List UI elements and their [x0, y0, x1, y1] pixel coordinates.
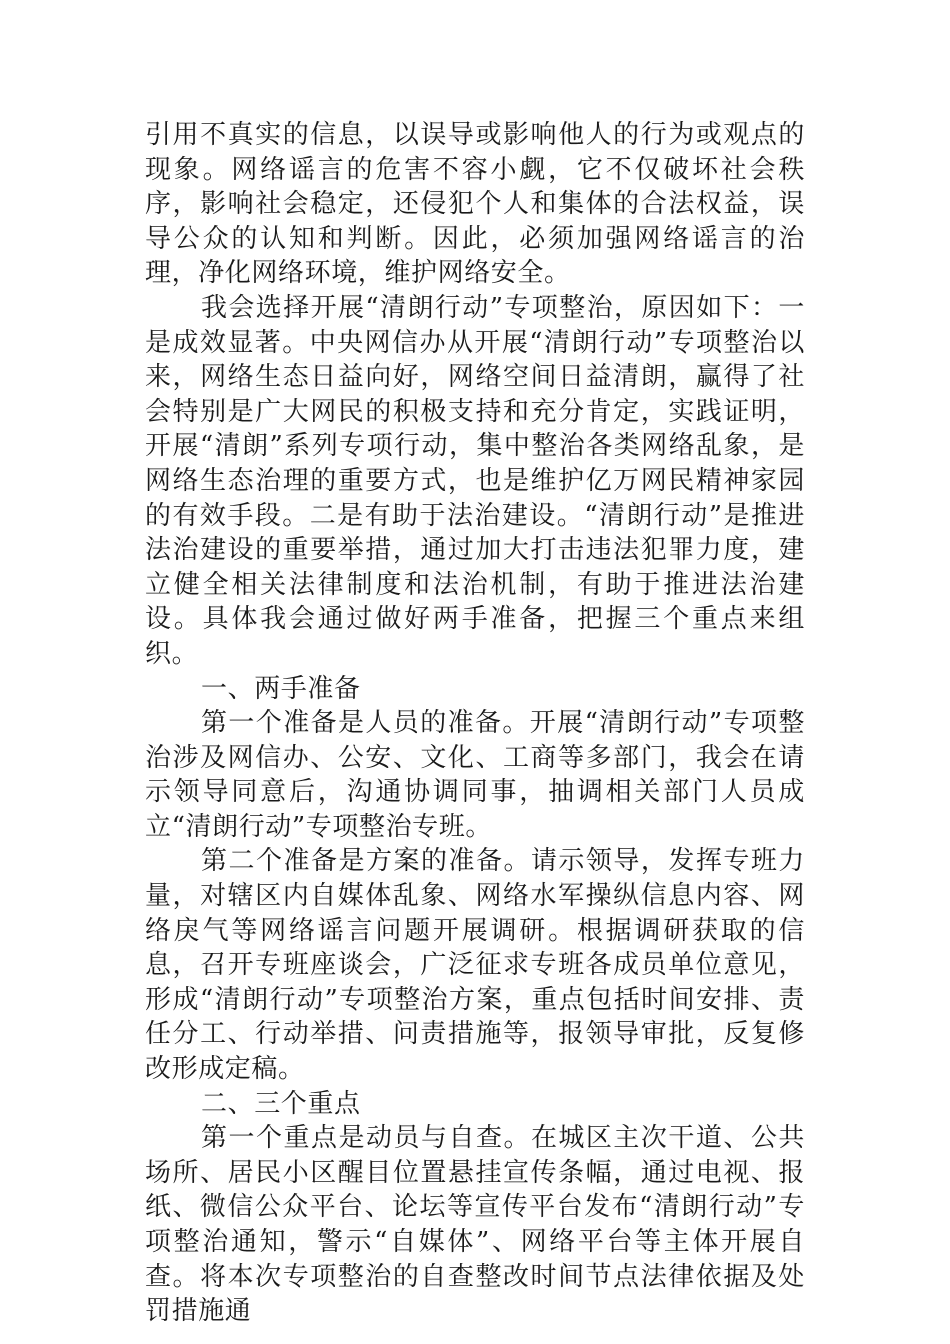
paragraph-4: 第二个准备是方案的准备。请示领导，发挥专班力量，对辖区内自媒体乱象、网络水军操纵信息内容、网络戾气等网络谣言问题开展调研。根据调研获取的信息，召开专班座谈会，广泛征求专班各成员单位意见，形成“清朗行动”专项整治方案，重点包括时间安排、责任分工、行动举措、问责措施等，报领导审批，反复修改形成定稿。	[145, 846, 805, 1085]
paragraph-2: 我会选择开展“清朗行动”专项整治，原因如下：一是成效显著。中央网信办从开展“清朗行动”专项整治以来，网络生态日益向好，网络空间日益清朗，赢得了社会特别是广大网民的积极支持和充分肯定，实践证明，开展“清朗”系列专项行动，集中整治各类网络乱象，是网络生态治理的重要方式，也是维护亿万网民精神家园的有效手段。二是有助于法治建设。“清朗行动”是推进法治建设的重要举措，通过加大打击违法犯罪力度，建立健全相关法律制度和法治机制，有助于推进法治建设。具体我会通过做好两手准备，把握三个重点来组织。	[145, 292, 805, 669]
paragraph-1: 引用不真实的信息，以误导或影响他人的行为或观点的现象。网络谣言的危害不容小觑，它不仅破坏社会秩序，影响社会稳定，还侵犯个人和集体的合法权益，误导公众的认知和判断。因此，必须加强网络谣言的治理，净化网络环境，维护网络安全。	[145, 120, 805, 289]
document-body	[145, 118, 805, 1329]
paragraph-5: 第一个重点是动员与自查。在城区主次干道、公共场所、居民小区醒目位置悬挂宣传条幅，通过电视、报纸、微信公众平台、论坛等宣传平台发布“清朗行动”专项整治通知，警示“自媒体”、网络平台等主体开展自查。将本次专项整治的自查整改时间节点法律依据及处罚措施通	[145, 1123, 805, 1327]
paragraph-3: 第一个准备是人员的准备。开展“清朗行动”专项整治涉及网信办、公安、文化、工商等多部门，我会在请示领导同意后，沟通协调同事，抽调相关部门人员成立“清朗行动”专项整治专班。	[145, 708, 805, 842]
section-heading-2: 二、三个重点	[201, 1088, 361, 1119]
section-heading-1: 一、两手准备	[201, 673, 361, 704]
